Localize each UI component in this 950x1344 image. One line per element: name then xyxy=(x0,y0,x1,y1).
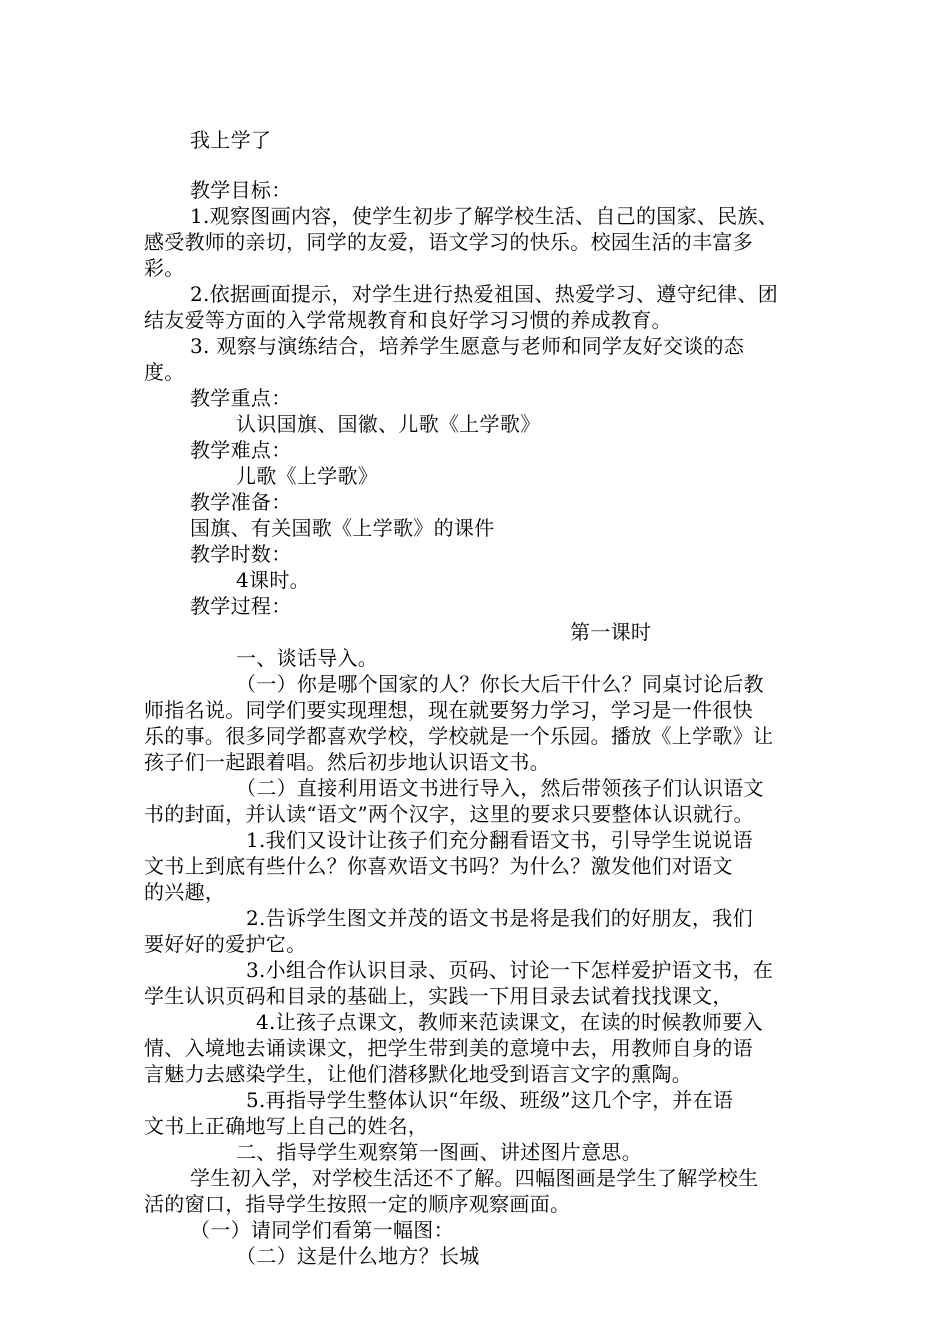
paragraph-line: 度。 xyxy=(144,360,185,384)
paragraph-line: 乐的事。很多同学都喜欢学校，学校就是一个乐园。播放《上学歌》让 xyxy=(144,724,774,748)
section-heading-hours: 教学时数： xyxy=(190,542,292,566)
paragraph-line: 2.告诉学生图文并茂的语文书是将是我们的好朋友，我们 xyxy=(246,906,753,930)
paragraph-line: 感受教师的亲切，同学的友爱，语文学习的快乐。校园生活的丰富多 xyxy=(144,230,753,254)
paragraph-line: 结友爱等方面的入学常规教育和良好学习习惯的养成教育。 xyxy=(144,308,672,332)
paragraph-line: 情、入境地去诵读课文，把学生带到美的意境中去，用教师自身的语 xyxy=(144,1036,753,1060)
paragraph-line: 彩。 xyxy=(144,256,185,280)
paragraph-line: （二）这是什么地方？长城 xyxy=(236,1244,480,1268)
paragraph-line: 师指名说。同学们要实现理想，现在就要努力学习，学习是一件很快 xyxy=(144,698,753,722)
section-heading-difficulties: 教学难点： xyxy=(190,438,292,462)
paragraph-line: 学生初入学，对学校生活还不了解。四幅图画是学生了解学校生 xyxy=(190,1166,759,1190)
section-heading-objectives: 教学目标： xyxy=(190,178,292,202)
paragraph-line: 活的窗口，指导学生按照一定的顺序观察画面。 xyxy=(144,1192,571,1216)
paragraph-line: 文书上正确地写上自己的姓名， xyxy=(144,1114,429,1138)
paragraph-line: 要好好的爱护它。 xyxy=(144,932,307,956)
paragraph-line: （二）直接利用语文书进行导入，然后带领孩子们认识语文 xyxy=(236,776,764,800)
paragraph-line: 学生认识页码和目录的基础上，实践一下用目录去试着找找课文， xyxy=(144,984,733,1008)
paragraph-line: （一）请同学们看第一幅图： xyxy=(190,1218,454,1242)
section-heading-preparation: 教学准备： xyxy=(190,490,292,514)
paragraph-line: 国旗、有关国歌《上学歌》的课件 xyxy=(190,516,495,540)
paragraph-line: 的兴趣， xyxy=(144,880,226,904)
paragraph-line: 二、指导学生观察第一图画、讲述图片意思。 xyxy=(236,1140,642,1164)
document-title: 我上学了 xyxy=(190,128,272,152)
paragraph-line: 儿歌《上学歌》 xyxy=(236,464,379,488)
paragraph-line: 4课时。 xyxy=(236,568,310,592)
paragraph-line: 一、谈话导入。 xyxy=(236,646,379,670)
paragraph-line: 孩子们一起跟着唱。然后初步地认识语文书。 xyxy=(144,750,550,774)
paragraph-line: 2.依据画面提示，对学生进行热爱祖国、热爱学习、遵守纪律、团 xyxy=(190,282,779,306)
paragraph-line: 1.我们又设计让孩子们充分翻看语文书，引导学生说说语 xyxy=(246,828,753,852)
paragraph-line: （一）你是哪个国家的人？你长大后干什么？同桌讨论后教 xyxy=(236,672,764,696)
paragraph-line: 言魅力去感染学生，让他们潜移默化地受到语言文字的熏陶。 xyxy=(144,1062,693,1086)
paragraph-line: 认识国旗、国徽、儿歌《上学歌》 xyxy=(236,412,541,436)
paragraph-line: 文书上到底有些什么？你喜欢语文书吗？为什么？激发他们对语文 xyxy=(144,854,733,878)
paragraph-line: 4.让孩子点课文，教师来范读课文，在读的时候教师要入 xyxy=(256,1010,763,1034)
paragraph-line: 1.观察图画内容，使学生初步了解学校生活、自己的国家、民族、 xyxy=(190,204,779,228)
paragraph-line: 书的封面，并认读“语文”两个汉字，这里的要求只要整体认识就行。 xyxy=(144,802,754,826)
lesson-heading: 第一课时 xyxy=(570,620,652,644)
section-heading-process: 教学过程： xyxy=(190,594,292,618)
paragraph-line: 3. 观察与演练结合，培养学生愿意与老师和同学友好交谈的态 xyxy=(190,334,745,358)
paragraph-line: 5.再指导学生整体认识“年级、班级”这几个字，并在语 xyxy=(246,1088,734,1112)
section-heading-key-points: 教学重点： xyxy=(190,386,292,410)
paragraph-line: 3.小组合作认识目录、页码、讨论一下怎样爱护语文书，在 xyxy=(246,958,774,982)
